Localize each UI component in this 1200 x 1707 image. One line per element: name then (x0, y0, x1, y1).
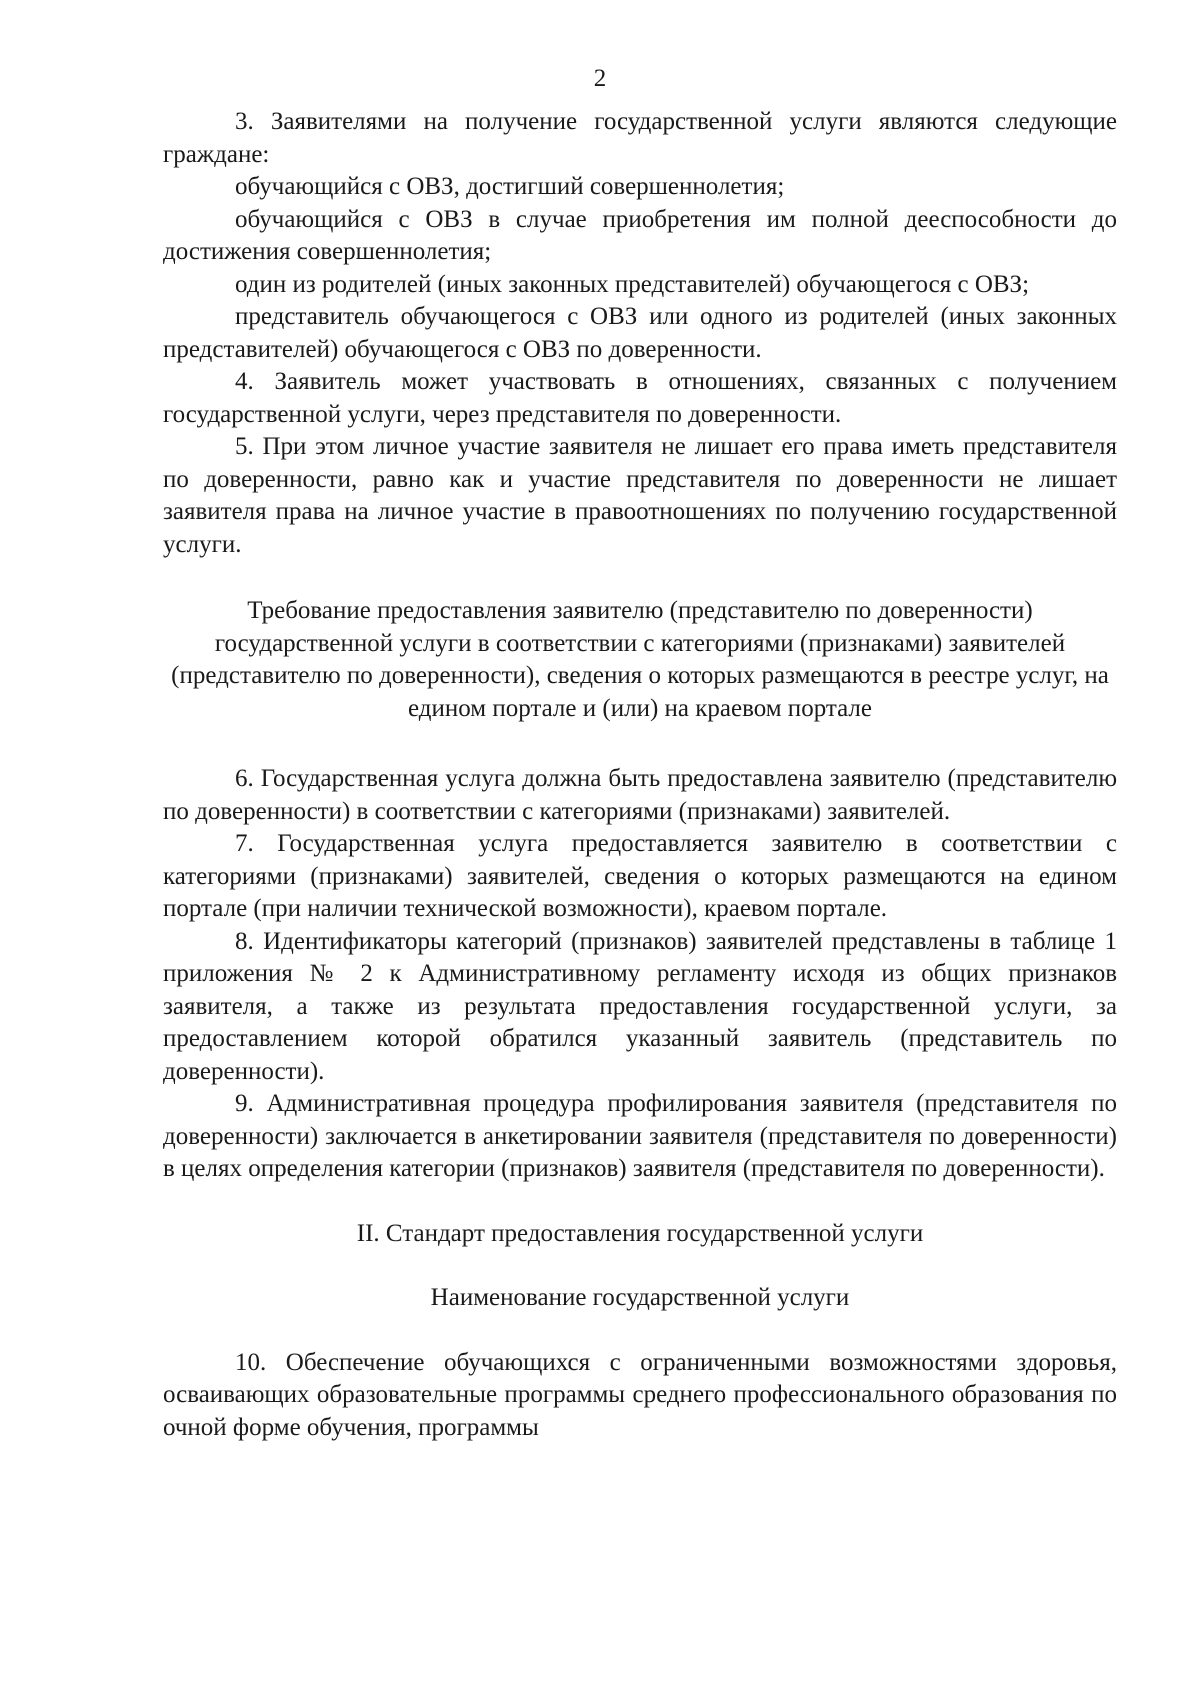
paragraph-5: 5. При этом личное участие заявителя не лишает его права иметь представителя по доверенности, равно как и участие представителя по доверенности не лишает заявителя права на личное участие в правоотношениях по получению государственной услуги. (163, 433, 1117, 558)
paragraph-3: 3. Заявителями на получение государственной услуги являются следующие граждане: (163, 108, 1117, 168)
paragraph-3-item-emancipated: обучающийся с ОВЗ в случае приобретения им полной дееспособности до достижения совершеннолетия; (163, 205, 1117, 265)
paragraph-8: 8. Идентификаторы категорий (признаков) заявителей представлены в таблице 1 приложения № 2 к Административному регламенту исходя из общих признаков заявителя, а также из результата предоставления государственной услуги, за предоставлением которой обратился указанный заявитель (представитель по доверенности). (163, 927, 1117, 1085)
paragraph-3-item-representative: представитель обучающегося с ОВЗ или одного из родителей (иных законных представителей) обучающегося с ОВЗ по доверенности. (163, 303, 1117, 363)
spacer (163, 561, 1117, 595)
spacer (163, 1315, 1117, 1347)
paragraph-10: 10. Обеспечение обучающихся с ограниченными возможностями здоровья, осваивающих образовательные программы среднего профессионального образования по очной форме обучения, программы (163, 1348, 1117, 1441)
spacer (163, 1250, 1117, 1282)
page-number: 2 (593, 65, 607, 92)
paragraph-3-item-parent: один из родителей (иных законных представителей) обучающегося с ОВЗ; (235, 270, 1030, 298)
paragraph-7: 7. Государственная услуга предоставляется заявителю в соответствии с категориями (признаками) заявителей, сведения о которых размещаются на едином портале (при наличии технической возможности), краевом портале. (163, 830, 1117, 922)
section-heading-service-name: Наименование государственной услуги (430, 1284, 850, 1311)
section-heading-requirements: Требование предоставления заявителю (представителю по доверенности) государственной услуги в соответствии с категориями (признаками) заявителей (представителю по доверенности), сведения о которых размещаются в реестре услуг, на едином портале и (или) на краевом портале (171, 597, 1109, 722)
document-body (163, 106, 1117, 1444)
spacer (163, 1186, 1117, 1218)
paragraph-4: 4. Заявитель может участвовать в отношениях, связанных с получением государственной услуги, через представителя по доверенности. (163, 368, 1117, 428)
paragraph-3-item-adult: обучающийся с ОВЗ, достигший совершеннолетия; (235, 173, 785, 200)
paragraph-6: 6. Государственная услуга должна быть предоставлена заявителю (представителю по доверенности) в соответствии с категориями (признаками) заявителей. (163, 765, 1117, 825)
section-heading-standard: II. Стандарт предоставления государственной услуги (356, 1219, 924, 1247)
spacer (163, 725, 1117, 763)
paragraph-9: 9. Административная процедура профилирования заявителя (представителя по доверенности) заключается в анкетировании заявителя (представителя по доверенности) в целях определения категории (признаков) заявителя (представителя по доверенности). (163, 1090, 1117, 1182)
